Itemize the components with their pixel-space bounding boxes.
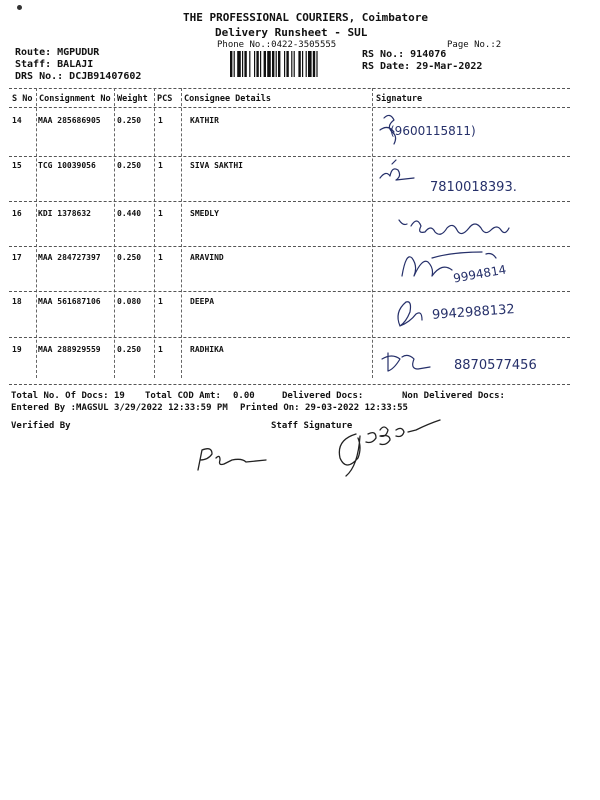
company-title: THE PROFESSIONAL COURIERS, Coimbatore bbox=[183, 11, 429, 24]
col-divider bbox=[154, 88, 155, 378]
row-pcs: 1 bbox=[158, 253, 163, 262]
signature-phone: 8870577456 bbox=[454, 358, 537, 373]
row-consignment: TCG 10039056 bbox=[38, 161, 96, 170]
row-sno: 19 bbox=[12, 345, 22, 354]
row-rule bbox=[9, 201, 570, 202]
runsheet-subtitle: Delivery Runsheet - SUL bbox=[215, 26, 368, 39]
non-delivered-docs: Non Delivered Docs: bbox=[402, 391, 505, 401]
row-pcs: 1 bbox=[158, 116, 163, 125]
total-docs: Total No. Of Docs: 19 bbox=[11, 391, 125, 401]
row-weight: 0.440 bbox=[117, 209, 142, 218]
page-number: Page No.:2 bbox=[447, 40, 502, 50]
total-cod-value: 0.00 bbox=[233, 391, 255, 401]
signature-mark bbox=[395, 212, 545, 242]
row-consignee: ARAVIND bbox=[190, 253, 224, 262]
signature-phone: 9994814 bbox=[452, 262, 508, 286]
row-weight: 0.080 bbox=[117, 297, 142, 306]
signature-phone: 7810018393. bbox=[430, 180, 517, 195]
row-rule bbox=[9, 291, 570, 292]
row-weight: 0.250 bbox=[117, 345, 142, 354]
col-header-signature: Signature bbox=[376, 94, 423, 104]
total-cod-label: Total COD Amt: bbox=[145, 391, 221, 401]
row-rule bbox=[9, 156, 570, 157]
signature-phone: (9600115811) bbox=[390, 124, 476, 138]
drs-number: DRS No.: DCJB91407602 bbox=[15, 71, 142, 82]
col-divider bbox=[181, 88, 182, 378]
row-consignee: SMEDLY bbox=[190, 209, 219, 218]
row-rule bbox=[9, 337, 570, 338]
staff: Staff: BALAJI bbox=[15, 59, 94, 70]
header-top-rule bbox=[9, 88, 570, 89]
row-sno: 17 bbox=[12, 253, 22, 262]
col-divider bbox=[36, 88, 37, 378]
rs-number: RS No.: 914076 bbox=[362, 49, 447, 60]
row-weight: 0.250 bbox=[117, 161, 142, 170]
printed-on: Printed On: 29-03-2022 12:33:55 bbox=[240, 403, 408, 413]
row-sno: 18 bbox=[12, 297, 22, 306]
signature-phone: 9942988132 bbox=[431, 302, 516, 323]
row-consignee: KATHIR bbox=[190, 116, 219, 125]
phone-number: Phone No.:0422-3505555 bbox=[217, 40, 337, 50]
row-consignment: MAA 288929559 bbox=[38, 345, 101, 354]
row-sno: 15 bbox=[12, 161, 22, 170]
row-consignment: MAA 285686905 bbox=[38, 116, 101, 125]
barcode bbox=[230, 51, 350, 77]
row-pcs: 1 bbox=[158, 345, 163, 354]
row-weight: 0.250 bbox=[117, 253, 142, 262]
row-consignee: SIVA SAKTHI bbox=[190, 161, 243, 170]
row-pcs: 1 bbox=[158, 297, 163, 306]
row-sno: 14 bbox=[12, 116, 22, 125]
rs-date: RS Date: 29-Mar-2022 bbox=[362, 61, 483, 72]
entered-by: Entered By :MAGSUL 3/29/2022 12:33:59 PM bbox=[11, 403, 228, 413]
col-header-consignee: Consignee Details bbox=[184, 94, 271, 104]
row-consignment: KDI 1378632 bbox=[38, 209, 91, 218]
col-header-pcs: PCS bbox=[157, 94, 173, 104]
row-sno: 16 bbox=[12, 209, 22, 218]
signature-mark bbox=[378, 160, 438, 190]
table-bottom-rule bbox=[9, 384, 570, 385]
verifier-signature bbox=[192, 444, 282, 474]
col-divider bbox=[372, 88, 373, 378]
col-divider bbox=[114, 88, 115, 378]
signature-mark bbox=[378, 349, 448, 379]
scan-mark bbox=[17, 5, 22, 10]
row-consignee: DEEPA bbox=[190, 297, 215, 306]
row-consignment: MAA 284727397 bbox=[38, 253, 101, 262]
header-bottom-rule bbox=[9, 107, 570, 108]
row-pcs: 1 bbox=[158, 209, 163, 218]
row-pcs: 1 bbox=[158, 161, 163, 170]
col-header-weight: Weight bbox=[117, 94, 148, 104]
verified-by-label: Verified By bbox=[11, 421, 71, 431]
staff-signature bbox=[330, 412, 450, 482]
row-weight: 0.250 bbox=[117, 116, 142, 125]
row-consignee: RADHIKA bbox=[190, 345, 224, 354]
row-rule bbox=[9, 246, 570, 247]
delivered-docs: Delivered Docs: bbox=[282, 391, 364, 401]
staff-signature-label: Staff Signature bbox=[271, 421, 353, 431]
col-header-consignment: Consignment No bbox=[39, 94, 111, 104]
route: Route: MGPUDUR bbox=[15, 47, 100, 58]
row-consignment: MAA 561687106 bbox=[38, 297, 101, 306]
col-header-sno: S No bbox=[12, 94, 33, 104]
